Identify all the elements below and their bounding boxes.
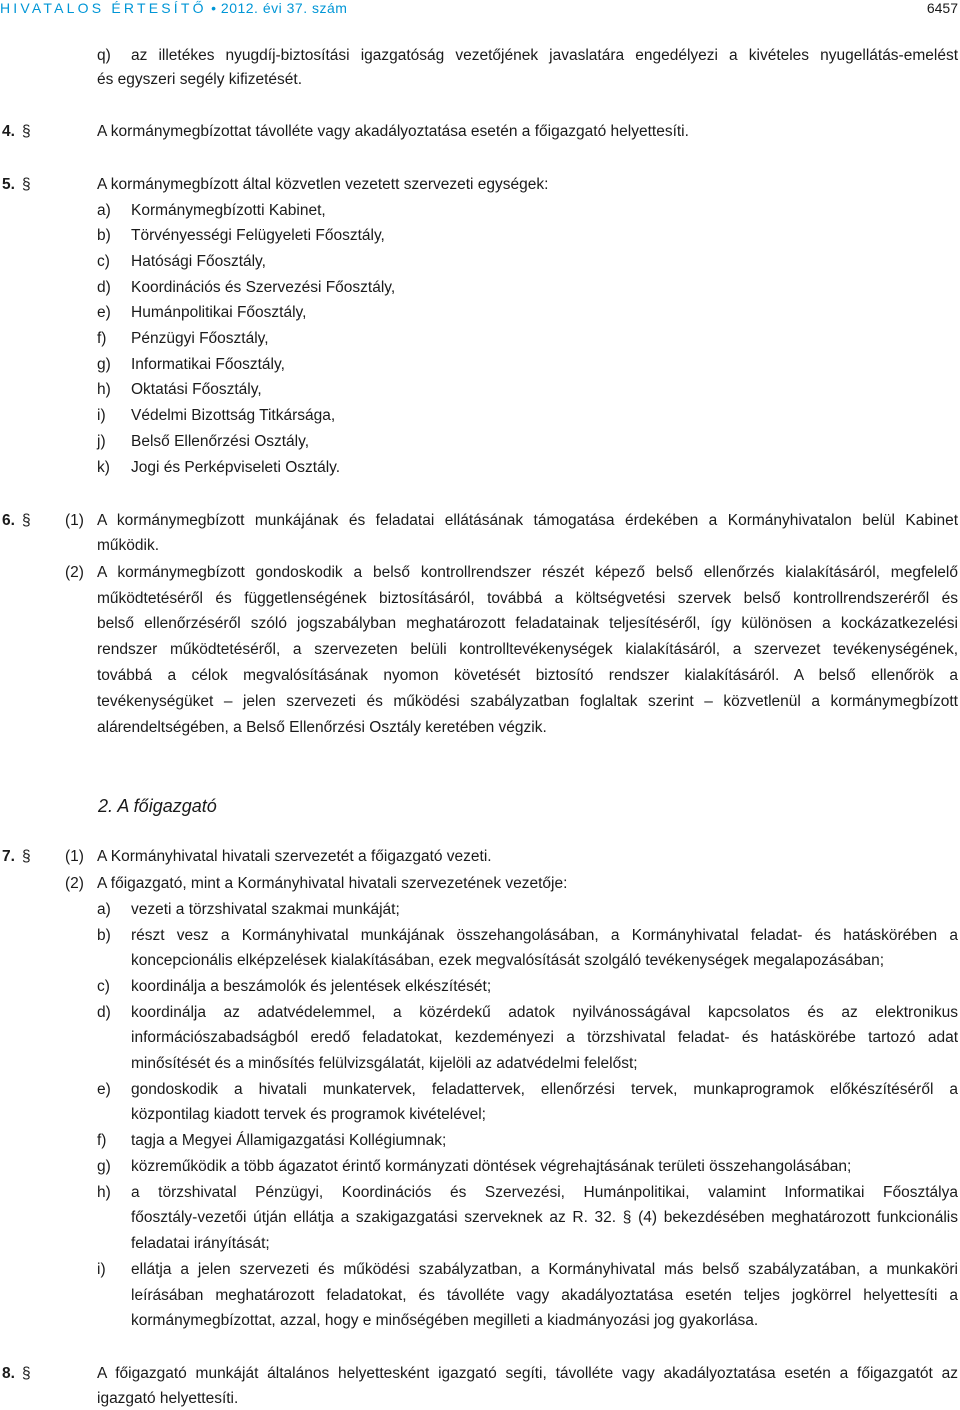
list-item: részt vesz a Kormányhivatal munkájának összehangolásában, a Kormányhivatal feladat- és hatáskörében a [131, 927, 958, 944]
list-item-label: f) [97, 1132, 107, 1149]
header-separator-dot: • [211, 0, 217, 16]
list-item: minősítését és a minősítés felülvizsgálatát, kijelöli az adatvédelmi felelőst; [131, 1055, 638, 1072]
list-item: Humánpolitikai Főosztály, [131, 304, 307, 321]
body-line: A kormánymegbízott munkájának és feladatai ellátásának támogatása érdekében a Kormányhivatalon belül Kabinet [97, 512, 958, 529]
list-item: Törvényességi Felügyeleti Főosztály, [131, 227, 385, 244]
list-item-label: a) [97, 202, 111, 219]
body-line: működtetéséről és függetlenségének biztosításáról, továbbá a költségvetési szervek belső kontrollrendszeréről és [97, 590, 958, 607]
journal-title [0, 0, 347, 16]
body-line: működik. [97, 537, 160, 554]
list-item: közreműködik a több ágazatot érintő kormányzati döntések végrehajtásának területi összehangolásában; [131, 1158, 852, 1175]
section-sign: § [22, 512, 31, 529]
body-line: A kormánymegbízott gondoskodik a belső kontrollrendszer részét képező belső ellenőrzés kialakításáról, megfelelő [97, 564, 958, 581]
paragraph-label: (1) [65, 512, 84, 529]
running-header [0, 0, 960, 18]
body-line: az illetékes nyugdíj-biztosítási igazgatóság vezetőjének javaslatára engedélyezi a kivételes nyugellátás-emelést [131, 47, 958, 64]
body-line: és egyszeri segély kifizetését. [97, 71, 303, 88]
list-item: főosztály-vezetői útján ellátja a szakigazgatási szerveknek az R. 32. § (4) bekezdésében meghatározott funkcionális [131, 1209, 958, 1226]
section-sign: § [22, 123, 31, 140]
list-item-label: h) [97, 1184, 111, 1201]
list-item: koordinálja a beszámolók és jelentések elkészítését; [131, 978, 492, 995]
section-sign: § [22, 176, 31, 193]
page-number: 6457 [926, 0, 958, 16]
list-item-label: f) [97, 330, 107, 347]
section-sign: § [22, 1365, 31, 1382]
body-line: A főigazgató, mint a Kormányhivatal hivatali szervezetének vezetője: [97, 875, 568, 892]
list-item: Belső Ellenőrzési Osztály, [131, 433, 310, 450]
list-item: leírásában meghatározott feladatokat, és távolléte vagy akadályoztatása esetén teljes jogkörrel helyettesíti a [131, 1287, 958, 1304]
list-item-label: d) [97, 1004, 111, 1021]
body-line: A főigazgató munkáját általános helyettesként igazgató segíti, távolléte vagy akadályoztatása esetén a főigazgatót az [97, 1365, 958, 1382]
section-number: 4. [2, 123, 15, 140]
body-line: igazgató helyettesíti. [97, 1390, 239, 1407]
paragraph-label: (2) [65, 564, 84, 581]
list-item: Kormánymegbízotti Kabinet, [131, 202, 326, 219]
issue-label: 2012. évi 37. szám [220, 0, 348, 16]
list-item: kormánymegbízottat, azzal, hogy e minőségében megilleti a kiadmányozási jog gyakorlása. [131, 1312, 759, 1329]
list-item-label: j) [97, 433, 106, 450]
section-text: A kormánymegbízottat távolléte vagy akadályoztatása esetén a főigazgató helyettesíti. [97, 123, 689, 140]
list-item: koordinálja az adatvédelemmel, a közérdekű adatok nyilvánosságával kapcsolatos és az elektronikus [131, 1004, 958, 1021]
list-item-label: d) [97, 279, 111, 296]
list-item-label: a) [97, 901, 111, 918]
section-sign: § [22, 848, 31, 865]
body-line: belső ellenőrzéséről szóló jogszabályban meghatározott feladatainak teljesítéséről, így különösen a kockázatkezelési [97, 615, 958, 632]
section-number: 8. [2, 1365, 15, 1382]
paragraph-label: (2) [65, 875, 84, 892]
section-intro: A kormánymegbízott által közvetlen vezetett szervezeti egységek: [97, 176, 549, 193]
list-item-label: i) [97, 1261, 106, 1278]
list-item-label: e) [97, 1081, 111, 1098]
list-item-label: b) [97, 927, 111, 944]
list-item: központilag kiadott tervek és programok kivételével; [131, 1106, 486, 1123]
section-number: 5. [2, 176, 15, 193]
list-item-label: q) [97, 47, 111, 64]
section-number: 7. [2, 848, 15, 865]
list-item: Informatikai Főosztály, [131, 356, 285, 373]
body-line: alárendeltségében, a Belső Ellenőrzési Osztály keretében végzik. [97, 719, 547, 736]
list-item-label: e) [97, 304, 111, 321]
list-item: a törzshivatal Pénzügyi, Koordinációs és Szervezési, Humánpolitikai, valamint Informatikai Főosztálya [131, 1184, 958, 1201]
list-item-label: g) [97, 356, 111, 373]
list-item-label: c) [97, 978, 110, 995]
list-item-label: i) [97, 407, 106, 424]
list-item: Oktatási Főosztály, [131, 381, 262, 398]
body-line: A Kormányhivatal hivatali szervezetét a főigazgató vezeti. [97, 848, 492, 865]
body-line: továbbá a célok megvalósításának nyomon követését biztosító rendszer kialakításáról. A belső ellenőrök a [97, 667, 958, 684]
section-number: 6. [2, 512, 15, 529]
journal-name: HIVATALOS ÉRTESÍTŐ [0, 0, 207, 16]
list-item: Koordinációs és Szervezési Főosztály, [131, 279, 396, 296]
list-item: tagja a Megyei Államigazgatási Kollégiumnak; [131, 1132, 447, 1149]
paragraph-label: (1) [65, 848, 84, 865]
list-item-label: h) [97, 381, 111, 398]
list-item-label: g) [97, 1158, 111, 1175]
list-item: feladatai irányítását; [131, 1235, 270, 1252]
list-item: gondoskodik a hivatali munkatervek, feladattervek, ellenőrzési tervek, munkaprogramok előkészítéséről a [131, 1081, 958, 1098]
list-item-label: b) [97, 227, 111, 244]
list-item: vezeti a törzshivatal szakmai munkáját; [131, 901, 400, 918]
list-item: Védelmi Bizottság Titkársága, [131, 407, 336, 424]
list-item: Pénzügyi Főosztály, [131, 330, 269, 347]
list-item: Jogi és Perképviseleti Osztály. [131, 459, 341, 476]
body-line: rendszer működtetéséről, a szervezeten belüli kontrolltevékenységek kialakításáról, a szervezet tevékenységének, [97, 641, 958, 658]
body-line: tevékenységüket – jelen szervezeti és működési szabályzatban foglaltak szerint – közvetlenül a kormánymegbízott [97, 693, 958, 710]
list-item: Hatósági Főosztály, [131, 253, 266, 270]
list-item-label: c) [97, 253, 110, 270]
list-item-label: k) [97, 459, 110, 476]
list-item: információszabadságból eredő feladatokat, kezdeményezi a törzshivatal feladat- és hatáskörébe tartozó adat [131, 1029, 958, 1046]
chapter-heading: 2. A főigazgató [98, 796, 217, 816]
list-item: koncepcionális elképzelések kialakításában, ezek megvalósítását szolgáló tevékenységek megalapozásában; [131, 952, 885, 969]
list-item: ellátja a jelen szervezeti és működési szabályzatban, a Kormányhivatal más belső szabályzatában, a munkaköri [131, 1261, 958, 1278]
